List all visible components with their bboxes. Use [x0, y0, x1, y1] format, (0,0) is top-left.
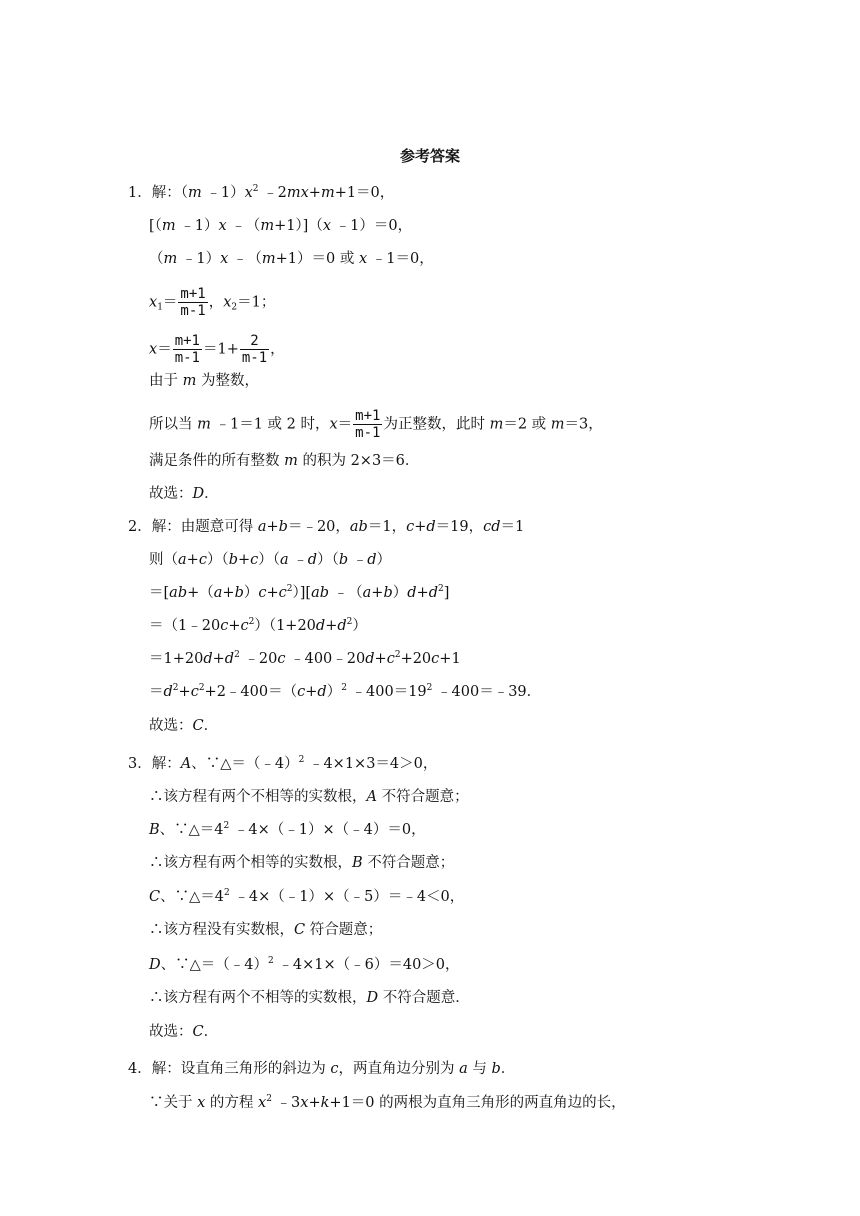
q2-answer: 故选：C．	[149, 718, 219, 734]
q3-line-8: ∴该方程有两个不相等的实数根，D 不符合题意．	[149, 990, 470, 1006]
q2-line-4: $=(1﹣20c+c^2)(1+20d+d^2)$	[149, 617, 367, 634]
q4-line-2: ∵关于 x 的方程 $x^2$ ﹣3x+k+1＝0 的两根为直角三角形的两直角边的长，	[149, 1094, 626, 1111]
q1-line-5: x＝ $\frac{m+1}{m-1}$ ＝1+ $\frac{2}{m-1}$ ，	[149, 333, 285, 366]
q3-number: 3．	[128, 756, 152, 772]
q3-line-3: B、$\because\triangle=4^2$ ﹣4×（﹣1）×（﹣4）＝0，	[149, 821, 426, 838]
q1-line-1: 1．解：（m $﹣1)x^2$ ﹣2mx+m+1＝0，	[128, 184, 395, 201]
q4-line-1: 4．解：设直角三角形的斜边为 c，两直角边分别为 a 与 b．	[128, 1061, 516, 1077]
q2-line-3: $=[ab+(a+b)c+c^2)][ab$ $﹣(a+b)d+d^2$]	[149, 584, 450, 601]
q1-answer: 故选：D．	[149, 486, 219, 502]
q2-line-1: 2．解：由题意可得 a+b＝﹣20，ab＝1，c+d＝19，cd＝1	[128, 519, 525, 535]
page-title: 参考答案	[399, 147, 460, 165]
q2-number: 2．	[128, 519, 152, 535]
q3-answer: 故选：C．	[149, 1024, 219, 1040]
q1-line-3: （m ﹣1）x ﹣（m+1）＝0 或 x ﹣1＝0，	[149, 251, 434, 267]
q3-line-4: ∴该方程有两个相等的实数根，B 不符合题意；	[149, 855, 455, 871]
q1-line-4: $x_1=$ $\frac{m+1}{m-1}$ ，$x_2=1$；	[149, 286, 276, 319]
q1-line-2: [（m ﹣1）x ﹣（m+1）]（x ﹣1）＝0，	[149, 218, 413, 234]
fraction: $\frac{2}{m-1}$	[241, 333, 268, 366]
q1-line-7: 所以当 m ﹣1＝1 或 2 时，x＝ $\frac{m+1}{m-1}$ 为正整数，此时 m＝2 或 m＝3，	[149, 408, 603, 441]
q2-line-5: $=1+20d+d^2$ ﹣20c $﹣400﹣20d+c^2+20c+1$	[149, 650, 461, 667]
q3-line-2: ∴该方程有两个不相等的实数根，A 不符合题意；	[149, 789, 469, 805]
q3-line-1: 3．解：A、∵△＝（﹣4）$^2$ ﹣4×1×3＝4＞0，	[128, 755, 438, 772]
q1-line-6: 由于 m 为整数，	[149, 373, 259, 389]
q2-line-6: $=d^2+c^2+2﹣400=(c+d)^2$ $﹣400=19^2$ ﹣400＝﹣39．	[149, 683, 542, 700]
q3-line-5: C、$\because\triangle=4^2$ ﹣4×（﹣1）×（﹣5）＝﹣4＜0，	[149, 888, 465, 905]
q4-number: 4．	[128, 1061, 152, 1077]
fraction: $\frac{m+1}{m-1}$	[180, 286, 206, 319]
q3-line-7: D、∵△＝（﹣4）$^2$ ﹣4×1×（﹣6）＝40＞0，	[149, 956, 460, 973]
q1-number: 1．	[128, 185, 152, 201]
q2-line-2: 则（a+c）（b+c）（a ﹣d）（b ﹣d）	[149, 552, 392, 568]
fraction: $\frac{m+1}{m-1}$	[174, 333, 200, 366]
fraction: $\frac{m+1}{m-1}$	[355, 408, 381, 441]
q1-line-8: 满足条件的所有整数 m 的积为 2×3＝6．	[149, 453, 420, 469]
q3-line-6: ∴该方程没有实数根，C 符合题意；	[149, 922, 383, 938]
